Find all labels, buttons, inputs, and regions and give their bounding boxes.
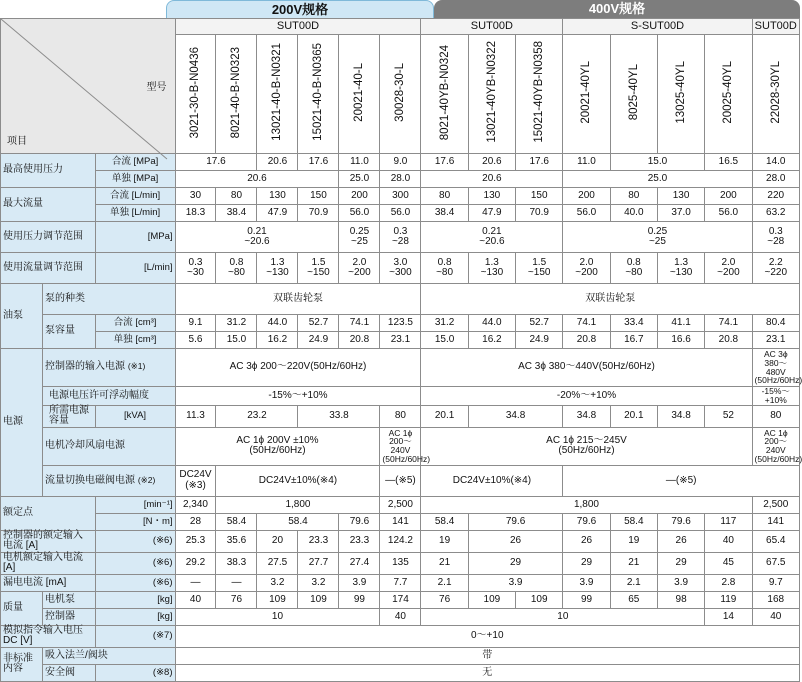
relief-valve-row <box>1 664 800 681</box>
value-cell: — <box>175 574 216 591</box>
value-cell: 79.6 <box>468 513 563 530</box>
model-cell: 8021-40-B-N0323 <box>216 35 257 154</box>
value-cell: 15.0 <box>216 332 257 349</box>
series-400v-a: SUT00D <box>421 19 563 35</box>
value-cell: 40.0 <box>610 205 657 222</box>
value-cell: 23.1 <box>752 332 799 349</box>
value-cell: 28 <box>175 513 216 530</box>
value-cell: 2.0 ~200 <box>705 253 752 284</box>
value-cell: 20.6 <box>421 171 563 188</box>
value-cell: -15%～+10% <box>752 387 799 406</box>
value-cell: 9.1 <box>175 315 216 332</box>
suction-flange-row <box>1 647 800 664</box>
value-cell: 300 <box>380 188 421 205</box>
suction-flange-label: 吸入法兰/阀块 <box>43 647 175 664</box>
unit-cell: [kg] <box>95 608 175 625</box>
value-cell: 47.9 <box>257 205 298 222</box>
value-cell: 79.6 <box>563 513 610 530</box>
value-cell: 70.9 <box>516 205 563 222</box>
value-cell: 2.0 ~200 <box>563 253 610 284</box>
value-cell: 1.5 ~150 <box>298 253 339 284</box>
value-cell: 16.2 <box>257 332 298 349</box>
leakage-current-row <box>1 574 800 591</box>
value-cell: 17.6 <box>175 154 257 171</box>
unit-cell: (※6) <box>95 530 175 552</box>
value-cell: 0.3 ~28 <box>752 222 799 253</box>
value-cell: AC 1ϕ 215～245V (50Hz/60Hz) <box>421 427 752 465</box>
value-cell: 0.21 ~20.6 <box>421 222 563 253</box>
value-cell: 29 <box>657 552 704 574</box>
value-cell: 27.4 <box>339 552 380 574</box>
value-cell: AC 1ϕ 200～240V (50Hz/60Hz) <box>752 427 799 465</box>
value-cell: 21 <box>421 552 468 574</box>
value-cell: 11.0 <box>563 154 610 171</box>
value-cell: 14.0 <box>752 154 799 171</box>
value-cell: 99 <box>563 591 610 608</box>
fan-power-row <box>1 427 800 465</box>
unit-cell: (※6) <box>95 574 175 591</box>
value-cell: 16.6 <box>657 332 704 349</box>
value-cell: 200 <box>339 188 380 205</box>
value-cell: 2,340 <box>175 496 216 513</box>
value-cell: 3.9 <box>468 574 563 591</box>
value-cell: 20.1 <box>421 405 468 427</box>
value-cell: 2.8 <box>705 574 752 591</box>
value-cell: 65.4 <box>752 530 799 552</box>
value-cell: —(※5) <box>563 465 800 496</box>
value-cell: 130 <box>468 188 515 205</box>
value-cell: DC24V±10%(※4) <box>421 465 563 496</box>
series-row <box>1 19 800 35</box>
value-cell: 141 <box>752 513 799 530</box>
value-cell: 76 <box>421 591 468 608</box>
value-cell: 带 <box>175 647 800 664</box>
value-cell: 14 <box>705 608 752 625</box>
value-cell: 26 <box>468 530 563 552</box>
value-cell: 2.1 <box>421 574 468 591</box>
max-flow-combined-row <box>1 188 800 205</box>
value-cell: 200 <box>563 188 610 205</box>
unit-cell: 单独 [cm³] <box>95 332 175 349</box>
pressure-range-row <box>1 222 800 253</box>
value-cell: 双联齿轮泵 <box>421 284 800 315</box>
value-cell: 34.8 <box>657 405 704 427</box>
value-cell: 80 <box>380 405 421 427</box>
value-cell: 31.2 <box>216 315 257 332</box>
unit-cell: (※6) <box>95 552 175 574</box>
value-cell: 3.2 <box>257 574 298 591</box>
value-cell: 3.2 <box>298 574 339 591</box>
value-cell: DC24V±10%(※4) <box>216 465 380 496</box>
max-pressure-label: 最高使用压力 <box>1 154 96 188</box>
value-cell: 20.6 <box>257 154 298 171</box>
value-cell: 3.9 <box>563 574 610 591</box>
controller-input-label: 控制器的输入电源 (※1) <box>43 349 175 387</box>
pump-capacity-combined-row <box>1 315 800 332</box>
value-cell: —(※5) <box>380 465 421 496</box>
value-cell: 2,500 <box>380 496 421 513</box>
unit-cell: [L/min] <box>95 253 175 284</box>
value-cell: 29.2 <box>175 552 216 574</box>
unit-cell: 合流 [cm³] <box>95 315 175 332</box>
model-cell: 15021-40YB-N0358 <box>516 35 563 154</box>
pump-type-row <box>1 284 800 315</box>
value-cell: 40 <box>380 608 421 625</box>
value-cell: 200 <box>705 188 752 205</box>
value-cell: 20 <box>257 530 298 552</box>
value-cell: 37.0 <box>657 205 704 222</box>
leakage-current-label: 漏电电流 [mA] <box>1 574 96 591</box>
value-cell: 38.4 <box>216 205 257 222</box>
value-cell: -15%～+10% <box>175 387 421 406</box>
value-cell: 40 <box>752 608 799 625</box>
value-cell: 0.3 ~28 <box>380 222 421 253</box>
value-cell: 28.0 <box>752 171 799 188</box>
value-cell: 56.0 <box>563 205 610 222</box>
value-cell: 1.5 ~150 <box>516 253 563 284</box>
value-cell: 123.5 <box>380 315 421 332</box>
value-cell: 23.2 <box>216 405 298 427</box>
value-cell: 98 <box>657 591 704 608</box>
value-cell: 2,500 <box>752 496 799 513</box>
value-cell: 63.2 <box>752 205 799 222</box>
value-cell: 79.6 <box>339 513 380 530</box>
value-cell: 19 <box>610 530 657 552</box>
analog-input-label: 模拟指令输入电压 DC [V] <box>1 625 96 647</box>
power-label: 电源 <box>1 349 43 497</box>
value-cell: 29 <box>563 552 610 574</box>
value-cell: 44.0 <box>257 315 298 332</box>
value-cell: 10 <box>421 608 705 625</box>
rated-rpm-row <box>1 496 800 513</box>
value-cell: 10 <box>175 608 380 625</box>
value-cell: 0.8 ~80 <box>421 253 468 284</box>
value-cell: 52.7 <box>516 315 563 332</box>
value-cell: 109 <box>298 591 339 608</box>
value-cell: 3.0 ~300 <box>380 253 421 284</box>
value-cell: 23.3 <box>339 530 380 552</box>
value-cell: — <box>216 574 257 591</box>
value-cell: 119 <box>705 591 752 608</box>
value-cell: 58.4 <box>421 513 468 530</box>
motor-pump-label: 电机泵 <box>43 591 96 608</box>
value-cell: 0.8 ~80 <box>610 253 657 284</box>
value-cell: 38.4 <box>421 205 468 222</box>
value-cell: 3.9 <box>657 574 704 591</box>
model-cell: 20021-40YL <box>563 35 610 154</box>
power-capacity-label: 所需电源容量 <box>43 405 96 427</box>
value-cell: 80 <box>610 188 657 205</box>
value-cell: 3.9 <box>339 574 380 591</box>
unit-cell: [MPa] <box>95 222 175 253</box>
value-cell: 70.9 <box>298 205 339 222</box>
value-cell: 9.7 <box>752 574 799 591</box>
pressure-range-label: 使用压力调节范围 <box>1 222 96 253</box>
value-cell: 44.0 <box>468 315 515 332</box>
value-cell: 15.0 <box>610 154 705 171</box>
value-cell: 18.3 <box>175 205 216 222</box>
model-cell: 30028-30-L <box>380 35 421 154</box>
mass-pump-row <box>1 591 800 608</box>
value-cell: 21 <box>610 552 657 574</box>
solenoid-power-label: 流量切换电磁阀电源 (※2) <box>43 465 175 496</box>
value-cell: 0.3 ~30 <box>175 253 216 284</box>
value-cell: 2.2 ~220 <box>752 253 799 284</box>
model-cell: 8025-40YL <box>610 35 657 154</box>
motor-current-label: 电机额定输入电流 [A] <box>1 552 96 574</box>
value-cell: 17.6 <box>298 154 339 171</box>
rated-point-label: 额定点 <box>1 496 96 530</box>
value-cell: 27.5 <box>257 552 298 574</box>
model-cell: 8021-40YB-N0324 <box>421 35 468 154</box>
fan-power-label: 电机冷却风扇电源 <box>43 427 175 465</box>
model-cell: 22028-30YL <box>752 35 799 154</box>
rated-torque-row <box>1 513 800 530</box>
model-cell: 20021-40-L <box>339 35 380 154</box>
model-cell: 13021-40YB-N0322 <box>468 35 515 154</box>
value-cell: 45 <box>705 552 752 574</box>
value-cell: 220 <box>752 188 799 205</box>
model-cell: 20025-40YL <box>705 35 752 154</box>
value-cell: 1,800 <box>216 496 380 513</box>
band-200v: 200V规格 <box>166 0 434 18</box>
model-cell: 13025-40YL <box>657 35 704 154</box>
series-400v-c: SUT00D <box>752 19 799 35</box>
value-cell: 20.8 <box>563 332 610 349</box>
value-cell: 0～+10 <box>175 625 800 647</box>
value-cell: 无 <box>175 664 800 681</box>
value-cell: 80 <box>216 188 257 205</box>
value-cell: 29 <box>468 552 563 574</box>
value-cell: 20.6 <box>175 171 339 188</box>
value-cell: 34.8 <box>563 405 610 427</box>
value-cell: 56.0 <box>339 205 380 222</box>
unit-cell: (※7) <box>95 625 175 647</box>
value-cell: 67.5 <box>752 552 799 574</box>
corner-header <box>1 19 176 154</box>
mass-label: 质量 <box>1 591 43 625</box>
unit-cell: 合流 [MPa] <box>95 154 175 171</box>
controller-input-row <box>1 349 800 387</box>
value-cell: 24.9 <box>298 332 339 349</box>
value-cell: 124.2 <box>380 530 421 552</box>
value-cell: 34.8 <box>468 405 563 427</box>
value-cell: 41.1 <box>657 315 704 332</box>
solenoid-power-row <box>1 465 800 496</box>
value-cell: 52 <box>705 405 752 427</box>
voltage-tolerance-row <box>1 387 800 406</box>
value-cell: 40 <box>175 591 216 608</box>
value-cell: 52.7 <box>298 315 339 332</box>
value-cell: 25.3 <box>175 530 216 552</box>
value-cell: 33.4 <box>610 315 657 332</box>
value-cell: 23.1 <box>380 332 421 349</box>
value-cell: 47.9 <box>468 205 515 222</box>
series-400v-b: S-SUT00D <box>563 19 752 35</box>
pump-type-label: 泵的种类 <box>43 284 175 315</box>
value-cell: 74.1 <box>339 315 380 332</box>
value-cell: 135 <box>380 552 421 574</box>
value-cell: 141 <box>380 513 421 530</box>
series-200v: SUT00D <box>175 19 421 35</box>
value-cell: 174 <box>380 591 421 608</box>
model-cell: 13021-40-B-N0321 <box>257 35 298 154</box>
value-cell: 117 <box>705 513 752 530</box>
value-cell: 19 <box>421 530 468 552</box>
value-cell: 11.0 <box>339 154 380 171</box>
value-cell: 双联齿轮泵 <box>175 284 421 315</box>
value-cell: 74.1 <box>705 315 752 332</box>
oil-pump-label: 油泵 <box>1 284 43 349</box>
value-cell: 80 <box>421 188 468 205</box>
value-cell: 17.6 <box>421 154 468 171</box>
value-cell: 1,800 <box>421 496 752 513</box>
spec-header-bands <box>0 0 800 18</box>
controller-current-row <box>1 530 800 552</box>
analog-input-row <box>1 625 800 647</box>
value-cell: 1.3 ~130 <box>257 253 298 284</box>
value-cell: 99 <box>339 591 380 608</box>
unit-cell: 单独 [MPa] <box>95 171 175 188</box>
value-cell: 1.3 ~130 <box>657 253 704 284</box>
value-cell: 0.25 ~25 <box>339 222 380 253</box>
value-cell: 58.4 <box>610 513 657 530</box>
value-cell: -20%～+10% <box>421 387 752 406</box>
unit-cell: [kg] <box>95 591 175 608</box>
value-cell: 20.8 <box>705 332 752 349</box>
value-cell: 150 <box>298 188 339 205</box>
value-cell: 56.0 <box>705 205 752 222</box>
unit-cell: (※8) <box>95 664 175 681</box>
unit-cell: 单独 [L/min] <box>95 205 175 222</box>
value-cell: 31.2 <box>421 315 468 332</box>
value-cell: 28.0 <box>380 171 421 188</box>
value-cell: AC 1ϕ 200～240V (50Hz/60Hz) <box>380 427 421 465</box>
value-cell: AC 1ϕ 200V ±10% (50Hz/60Hz) <box>175 427 380 465</box>
value-cell: 20.8 <box>339 332 380 349</box>
value-cell: 2.1 <box>610 574 657 591</box>
value-cell: 0.8 ~80 <box>216 253 257 284</box>
value-cell: 80.4 <box>752 315 799 332</box>
value-cell: 79.6 <box>657 513 704 530</box>
voltage-tolerance-label: 电源电压许可浮动幅度 <box>43 387 175 406</box>
item-label: 项目 <box>7 135 27 147</box>
value-cell: 0.25 ~25 <box>563 222 752 253</box>
model-label: 型号 <box>146 82 167 93</box>
value-cell: 40 <box>705 530 752 552</box>
value-cell: 80 <box>752 405 799 427</box>
value-cell: 58.4 <box>257 513 339 530</box>
max-flow-single-row <box>1 205 800 222</box>
spec-table <box>0 18 800 682</box>
value-cell: 0.21 ~20.6 <box>175 222 339 253</box>
value-cell: 27.7 <box>298 552 339 574</box>
flow-range-label: 使用流量调节范围 <box>1 253 96 284</box>
motor-current-row <box>1 552 800 574</box>
nonstandard-label: 非标准内容 <box>1 647 43 681</box>
pump-capacity-label: 泵容量 <box>43 315 96 349</box>
value-cell: AC 3ϕ 380～480V (50Hz/60Hz) <box>752 349 799 387</box>
max-pressure-single-row <box>1 171 800 188</box>
value-cell: 65 <box>610 591 657 608</box>
value-cell: 76 <box>216 591 257 608</box>
pump-capacity-single-row <box>1 332 800 349</box>
value-cell: 15.0 <box>421 332 468 349</box>
controller-label: 控制器 <box>43 608 96 625</box>
value-cell: 16.2 <box>468 332 515 349</box>
value-cell: 33.8 <box>298 405 380 427</box>
value-cell: 1.3 ~130 <box>468 253 515 284</box>
value-cell: 24.9 <box>516 332 563 349</box>
value-cell: 109 <box>468 591 515 608</box>
value-cell: 35.6 <box>216 530 257 552</box>
value-cell: 150 <box>516 188 563 205</box>
unit-cell: 合流 [L/min] <box>95 188 175 205</box>
value-cell: 58.4 <box>216 513 257 530</box>
value-cell: 74.1 <box>563 315 610 332</box>
value-cell: 168 <box>752 591 799 608</box>
value-cell: 25.0 <box>339 171 380 188</box>
band-400v: 400V规格 <box>434 0 800 18</box>
value-cell: 26 <box>563 530 610 552</box>
value-cell: 56.0 <box>380 205 421 222</box>
value-cell: 20.6 <box>468 154 515 171</box>
value-cell: 109 <box>257 591 298 608</box>
mass-controller-row <box>1 608 800 625</box>
value-cell: 5.6 <box>175 332 216 349</box>
max-flow-label: 最大流量 <box>1 188 96 222</box>
relief-valve-label: 安全阀 <box>43 664 96 681</box>
value-cell: 23.3 <box>298 530 339 552</box>
value-cell: 109 <box>516 591 563 608</box>
unit-cell: [min⁻¹] <box>95 496 175 513</box>
value-cell: 30 <box>175 188 216 205</box>
unit-cell: [N・m] <box>95 513 175 530</box>
power-capacity-row <box>1 405 800 427</box>
value-cell: AC 3ϕ 380～440V(50Hz/60Hz) <box>421 349 752 387</box>
value-cell: 7.7 <box>380 574 421 591</box>
value-cell: 130 <box>257 188 298 205</box>
value-cell: 26 <box>657 530 704 552</box>
value-cell: AC 3ϕ 200～220V(50Hz/60Hz) <box>175 349 421 387</box>
model-cell: 3021-30-B-N0436 <box>175 35 216 154</box>
controller-current-label: 控制器的额定输入电流 [A] <box>1 530 96 552</box>
value-cell: 16.5 <box>705 154 752 171</box>
value-cell: DC24V (※3) <box>175 465 216 496</box>
value-cell: 16.7 <box>610 332 657 349</box>
value-cell: 25.0 <box>563 171 752 188</box>
model-cell: 15021-40-B-N0365 <box>298 35 339 154</box>
value-cell: 20.1 <box>610 405 657 427</box>
value-cell: 130 <box>657 188 704 205</box>
flow-range-row <box>1 253 800 284</box>
value-cell: 11.3 <box>175 405 216 427</box>
value-cell: 17.6 <box>516 154 563 171</box>
value-cell: 38.3 <box>216 552 257 574</box>
value-cell: 9.0 <box>380 154 421 171</box>
unit-cell: [kVA] <box>95 405 175 427</box>
value-cell: 2.0 ~200 <box>339 253 380 284</box>
